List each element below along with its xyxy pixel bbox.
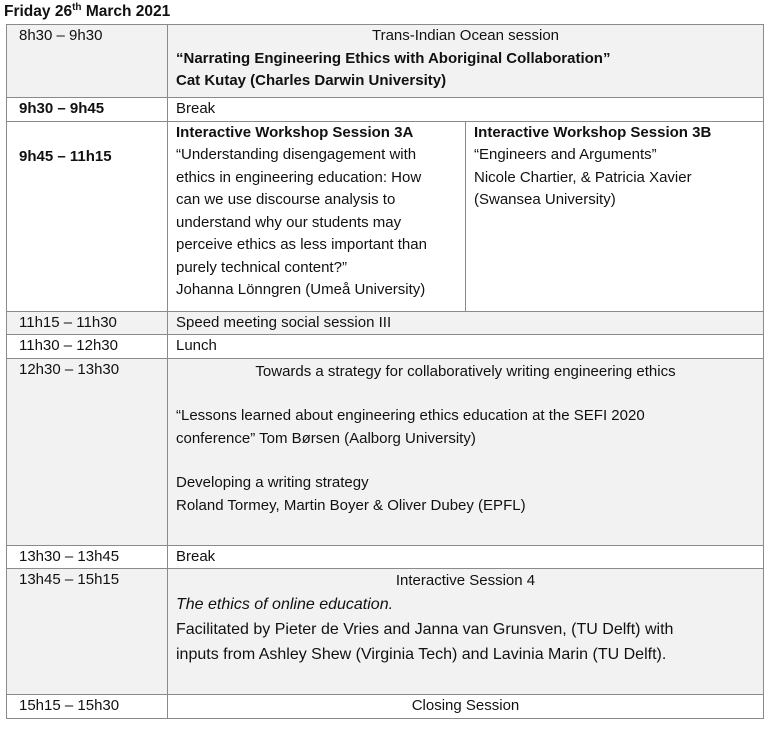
time-cell: 13h45 – 15h15 — [7, 569, 168, 695]
session-heading: Trans-Indian Ocean session — [371, 27, 560, 44]
session-heading: Towards a strategy for collaboratively writing engineering ethics — [255, 362, 676, 380]
table-row — [7, 695, 764, 719]
table-row — [7, 98, 764, 122]
talk-title: “Narrating Engineering Ethics with Aboriginal Collaboration” — [176, 49, 611, 67]
workshop-3a-line: perceive ethics as less important than — [176, 236, 427, 253]
talk-line: Facilitated by Pieter de Vries and Janna van Grunsven, (TU Delft) with — [176, 621, 674, 638]
time-cell: 9h45 – 11h15 — [7, 121, 168, 311]
spacer — [176, 450, 755, 472]
time-cell: 9h30 – 9h45 — [7, 98, 168, 122]
time-cell: 11h15 – 11h30 — [7, 311, 168, 335]
speaker: Cat Kutay (Charles Darwin University) — [176, 72, 447, 89]
table-row — [7, 569, 764, 695]
workshop-3a-line: can we use discourse analysis to — [176, 191, 396, 208]
workshop-3b-line: “Engineers and Arguments” — [474, 146, 657, 163]
talk-line: Developing a writing strategy — [176, 474, 369, 491]
title-day: Friday 26 — [4, 3, 73, 21]
workshop-3b-heading: Interactive Workshop Session 3B — [474, 123, 712, 141]
session-topic: The ethics of online education. — [176, 596, 394, 613]
session-cell — [168, 358, 764, 545]
talk-line: conference” Tom Børsen (Aalborg University) — [176, 429, 476, 447]
table-row — [7, 358, 764, 545]
workshop-3a-line: understand why our students may — [176, 213, 402, 231]
workshop-3a-line: purely technical content?” — [176, 258, 347, 276]
workshop-3a-line: “Understanding disengagement with — [176, 146, 417, 163]
session-cell: Speed meeting social session III — [168, 311, 764, 335]
talk-line: inputs from Ashley Shew (Virginia Tech) and Lavinia Marin (TU Delft). — [176, 646, 667, 663]
table-row — [7, 335, 764, 359]
time-cell: 11h30 – 12h30 — [7, 335, 168, 359]
page-title — [4, 2, 170, 21]
session-cell — [168, 25, 764, 98]
time-cell: 15h15 – 15h30 — [7, 695, 168, 719]
workshop-3b-cell — [466, 121, 764, 311]
table-row — [7, 121, 764, 311]
talk-line: “Lessons learned about engineering ethics education at the SEFI 2020 — [176, 407, 645, 424]
workshop-3a-heading: Interactive Workshop Session 3A — [176, 123, 414, 141]
title-ordinal: th — [72, 2, 82, 13]
table-row — [7, 311, 764, 335]
session-heading: Closing Session — [168, 695, 764, 719]
session-cell: Lunch — [168, 335, 764, 359]
title-rest: March 2021 — [81, 3, 171, 21]
workshop-3a-cell — [168, 121, 466, 311]
spacer — [176, 383, 755, 405]
table-row — [7, 25, 764, 98]
time-cell: 12h30 – 13h30 — [7, 358, 168, 545]
session-cell: Break — [168, 98, 764, 122]
talk-line: Roland Tormey, Martin Boyer & Oliver Dubey (EPFL) — [176, 496, 526, 514]
workshop-3b-line: (Swansea University) — [474, 191, 616, 208]
workshop-3b-line: Nicole Chartier, & Patricia Xavier — [474, 168, 692, 186]
workshop-3a-speaker: Johanna Lönngren (Umeå University) — [176, 281, 426, 298]
time-cell: 13h30 – 13h45 — [7, 545, 168, 569]
workshop-3a-line: ethics in engineering education: How — [176, 168, 422, 186]
session-heading: Interactive Session 4 — [395, 572, 536, 589]
time-cell: 8h30 – 9h30 — [7, 25, 168, 98]
table-row — [7, 545, 764, 569]
session-cell — [168, 569, 764, 695]
schedule-table — [6, 24, 764, 719]
session-cell: Break — [168, 545, 764, 569]
